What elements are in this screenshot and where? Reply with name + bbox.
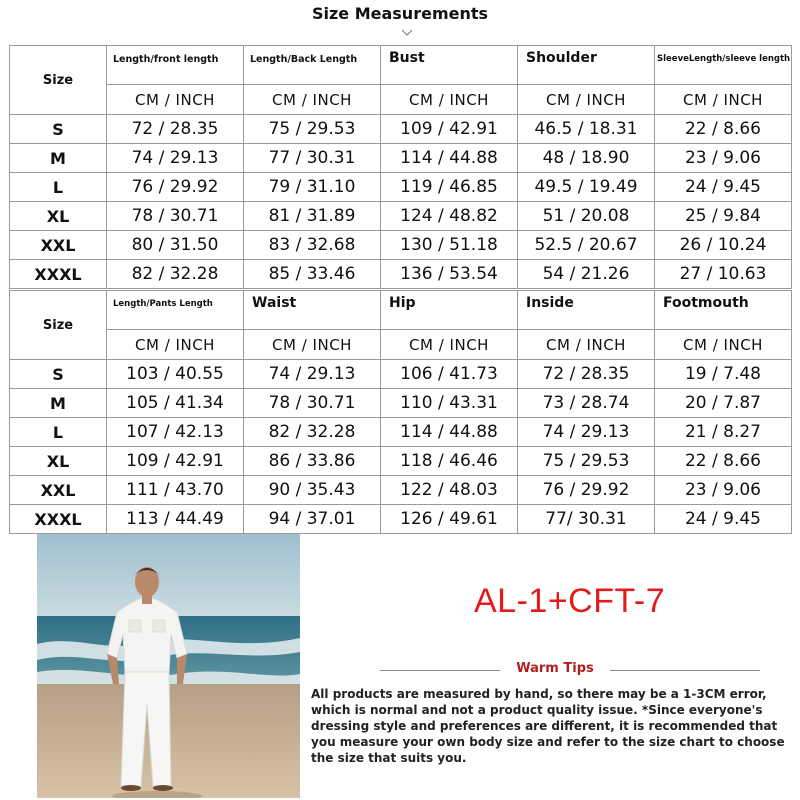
value-cell: 111 / 43.70 [107, 476, 244, 505]
size-cell: XL [10, 202, 107, 231]
value-cell: 80 / 31.50 [107, 231, 244, 260]
column-header: SleeveLength/sleeve length [655, 46, 792, 85]
value-cell: 78 / 30.71 [107, 202, 244, 231]
value-cell: 54 / 21.26 [518, 260, 655, 289]
table-row [10, 173, 792, 202]
bottom-size-table [9, 290, 792, 534]
table-row [10, 389, 792, 418]
value-cell: 23 / 9.06 [655, 476, 792, 505]
unit-label: CM / INCH [518, 330, 655, 360]
value-cell: 77 / 30.31 [244, 144, 381, 173]
value-cell: 21 / 8.27 [655, 418, 792, 447]
size-cell: XL [10, 447, 107, 476]
value-cell: 48 / 18.90 [518, 144, 655, 173]
unit-label: CM / INCH [655, 85, 792, 115]
unit-label: CM / INCH [244, 85, 381, 115]
beach-model-illustration [37, 534, 300, 798]
size-cell: XXL [10, 476, 107, 505]
size-cell: M [10, 144, 107, 173]
value-cell: 23 / 9.06 [655, 144, 792, 173]
value-cell: 85 / 33.46 [244, 260, 381, 289]
value-cell: 72 / 28.35 [518, 360, 655, 389]
value-cell: 82 / 32.28 [244, 418, 381, 447]
table-row [10, 144, 792, 173]
column-header: Footmouth [655, 291, 792, 330]
value-cell: 76 / 29.92 [518, 476, 655, 505]
value-cell: 126 / 49.61 [381, 505, 518, 534]
product-code: AL-1+CFT-7 [474, 582, 666, 620]
value-cell: 51 / 20.08 [518, 202, 655, 231]
value-cell: 78 / 30.71 [244, 389, 381, 418]
warm-tips-text: All products are measured by hand, so there may be a 1-3CM error, which is normal and not a product quality issue. *Since everyone's dressing style and preferences are different, it is recommended that you measure your own body size and refer to the size chart to choose the size that suits you. [311, 687, 785, 765]
size-header: Size [10, 291, 107, 360]
value-cell: 103 / 40.55 [107, 360, 244, 389]
value-cell: 72 / 28.35 [107, 115, 244, 144]
value-cell: 26 / 10.24 [655, 231, 792, 260]
value-cell: 118 / 46.46 [381, 447, 518, 476]
unit-label: CM / INCH [107, 85, 244, 115]
value-cell: 73 / 28.74 [518, 389, 655, 418]
table-row [10, 418, 792, 447]
unit-label: CM / INCH [381, 330, 518, 360]
unit-label: CM / INCH [244, 330, 381, 360]
value-cell: 76 / 29.92 [107, 173, 244, 202]
value-cell: 109 / 42.91 [381, 115, 518, 144]
value-cell: 20 / 7.87 [655, 389, 792, 418]
value-cell: 109 / 42.91 [107, 447, 244, 476]
value-cell: 25 / 9.84 [655, 202, 792, 231]
table-row [10, 360, 792, 389]
warm-tips-title: Warm Tips [516, 661, 594, 676]
value-cell: 74 / 29.13 [518, 418, 655, 447]
page-title: Size Measurements [311, 4, 489, 23]
value-cell: 27 / 10.63 [655, 260, 792, 289]
column-header: Bust [381, 46, 518, 85]
size-header: Size [10, 46, 107, 115]
unit-label: CM / INCH [381, 85, 518, 115]
value-cell: 94 / 37.01 [244, 505, 381, 534]
value-cell: 24 / 9.45 [655, 173, 792, 202]
size-cell: XXXL [10, 260, 107, 289]
value-cell: 114 / 44.88 [381, 418, 518, 447]
size-cell: S [10, 115, 107, 144]
value-cell: 86 / 33.86 [244, 447, 381, 476]
value-cell: 136 / 53.54 [381, 260, 518, 289]
value-cell: 75 / 29.53 [518, 447, 655, 476]
chevron-down-icon [402, 28, 412, 38]
value-cell: 124 / 48.82 [381, 202, 518, 231]
column-header: Shoulder [518, 46, 655, 85]
column-header: Length/Back Length [244, 46, 381, 85]
value-cell: 122 / 48.03 [381, 476, 518, 505]
value-cell: 19 / 7.48 [655, 360, 792, 389]
value-cell: 106 / 41.73 [381, 360, 518, 389]
size-cell: XXL [10, 231, 107, 260]
unit-label: CM / INCH [655, 330, 792, 360]
value-cell: 79 / 31.10 [244, 173, 381, 202]
value-cell: 77/ 30.31 [518, 505, 655, 534]
product-photo [37, 534, 300, 798]
value-cell: 52.5 / 20.67 [518, 231, 655, 260]
top-size-table [9, 45, 792, 289]
table-row [10, 476, 792, 505]
column-header: Length/Pants Length [107, 291, 244, 330]
tips-divider-left [380, 670, 500, 671]
value-cell: 113 / 44.49 [107, 505, 244, 534]
value-cell: 74 / 29.13 [107, 144, 244, 173]
table-row [10, 202, 792, 231]
table-row [10, 505, 792, 534]
value-cell: 82 / 32.28 [107, 260, 244, 289]
tips-divider-right [610, 670, 760, 671]
table-row [10, 260, 792, 289]
value-cell: 107 / 42.13 [107, 418, 244, 447]
value-cell: 22 / 8.66 [655, 447, 792, 476]
value-cell: 46.5 / 18.31 [518, 115, 655, 144]
value-cell: 83 / 32.68 [244, 231, 381, 260]
value-cell: 105 / 41.34 [107, 389, 244, 418]
value-cell: 119 / 46.85 [381, 173, 518, 202]
size-cell: S [10, 360, 107, 389]
value-cell: 22 / 8.66 [655, 115, 792, 144]
value-cell: 114 / 44.88 [381, 144, 518, 173]
column-header: Waist [244, 291, 381, 330]
column-header: Hip [381, 291, 518, 330]
value-cell: 90 / 35.43 [244, 476, 381, 505]
value-cell: 74 / 29.13 [244, 360, 381, 389]
size-cell: M [10, 389, 107, 418]
column-header: Inside [518, 291, 655, 330]
size-cell: XXXL [10, 505, 107, 534]
table-row [10, 115, 792, 144]
value-cell: 81 / 31.89 [244, 202, 381, 231]
size-cell: L [10, 173, 107, 202]
value-cell: 130 / 51.18 [381, 231, 518, 260]
size-cell: L [10, 418, 107, 447]
value-cell: 75 / 29.53 [244, 115, 381, 144]
value-cell: 110 / 43.31 [381, 389, 518, 418]
unit-label: CM / INCH [518, 85, 655, 115]
value-cell: 49.5 / 19.49 [518, 173, 655, 202]
table-row [10, 231, 792, 260]
unit-label: CM / INCH [107, 330, 244, 360]
value-cell: 24 / 9.45 [655, 505, 792, 534]
table-row [10, 447, 792, 476]
column-header: Length/front length [107, 46, 244, 85]
